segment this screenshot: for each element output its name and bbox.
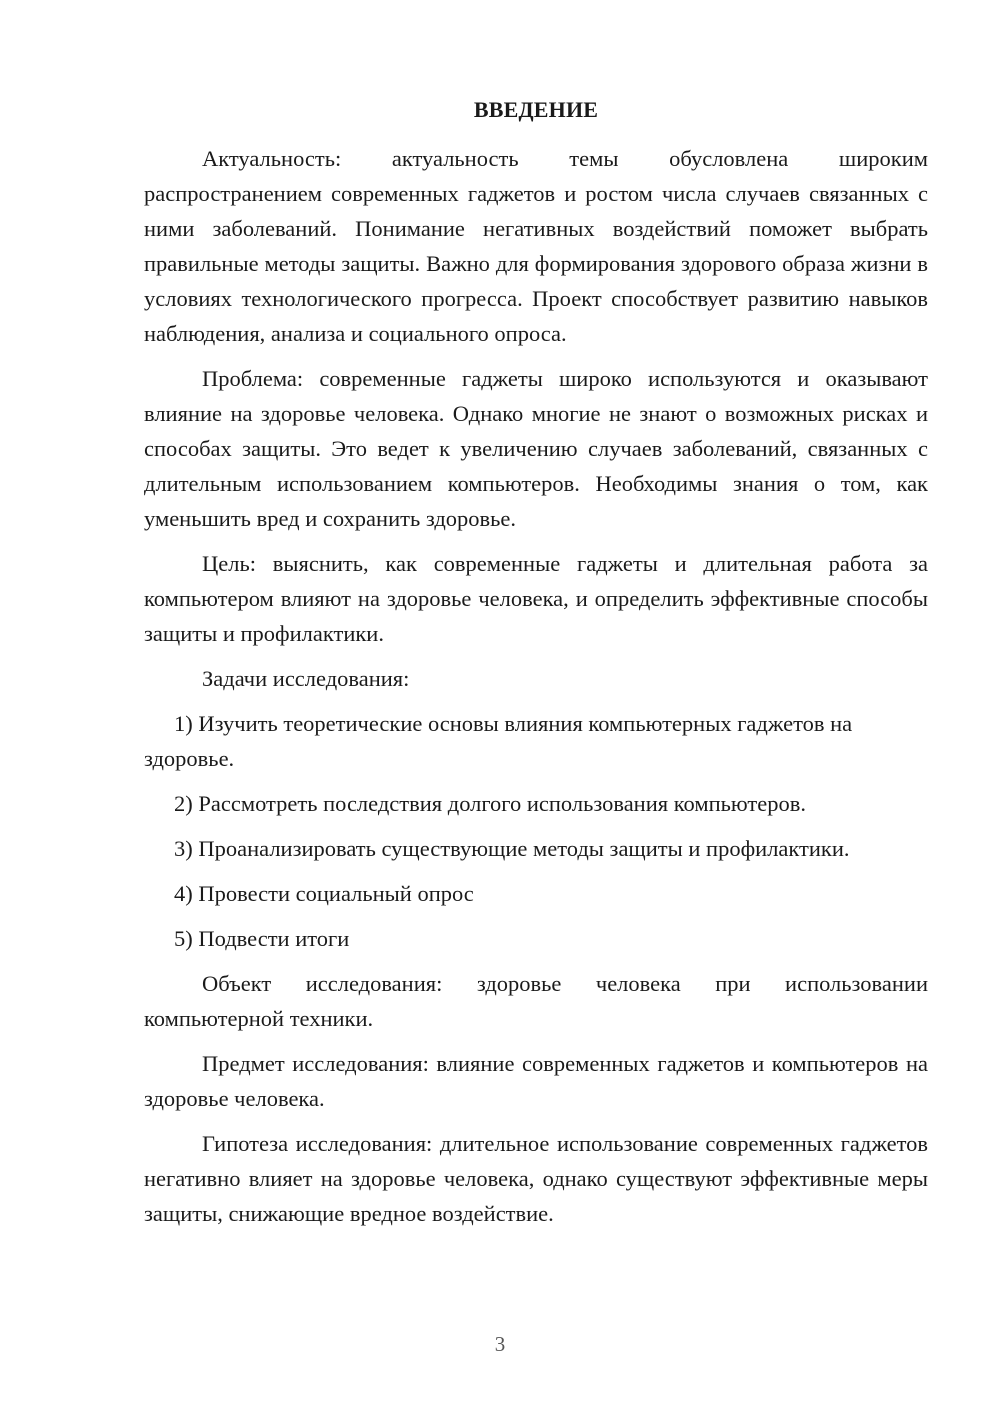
tasks-heading: Задачи исследования:	[202, 666, 410, 691]
relevance-paragraph: Актуальность: актуальность темы обусловлена широким распространением современных гаджетов и ростом числа случаев связанных с ними заболеваний. Понимание негативных воздействий поможет выбрать правильные методы защиты. Важно для формирования здорового образа жизни в условиях технологического прогресса. Проект способствует развитию навыков наблюдения, анализа и социального опроса.	[144, 146, 928, 346]
goal-paragraph: Цель: выяснить, как современные гаджеты и длительная работа за компьютером влияют на здоровье человека, и определить эффективные способы защиты и профилактики.	[144, 551, 928, 646]
task-item-2: 2) Рассмотреть последствия долгого использования компьютеров.	[174, 791, 806, 816]
problem-paragraph: Проблема: современные гаджеты широко используются и оказывают влияние на здоровье человека. Однако многие не знают о возможных рисках и способах защиты. Это ведет к увеличению случаев заболеваний, связанных с длительным использованием компьютеров. Необходимы знания о том, как уменьшить вред и сохранить здоровье.	[144, 366, 928, 531]
tasks-list	[144, 706, 928, 956]
task-item-5: 5) Подвести итоги	[174, 926, 350, 951]
subject-paragraph: Предмет исследования: влияние современных гаджетов и компьютеров на здоровье человека.	[144, 1051, 928, 1111]
hypothesis-paragraph: Гипотеза исследования: длительное использование современных гаджетов негативно влияет на здоровье человека, однако существуют эффективные меры защиты, снижающие вредное воздействие.	[144, 1131, 928, 1226]
page-title: ВВЕДЕНИЕ	[473, 97, 599, 122]
task-item-3: 3) Проанализировать существующие методы защиты и профилактики.	[174, 836, 850, 861]
document-page	[144, 92, 928, 1241]
object-paragraph: Объект исследования: здоровье человека при использовании компьютерной техники.	[144, 971, 928, 1031]
task-item-1: 1) Изучить теоретические основы влияния компьютерных гаджетов на здоровье.	[144, 711, 853, 771]
task-item-4: 4) Провести социальный опрос	[174, 881, 474, 906]
page-number: 3	[494, 1332, 506, 1356]
